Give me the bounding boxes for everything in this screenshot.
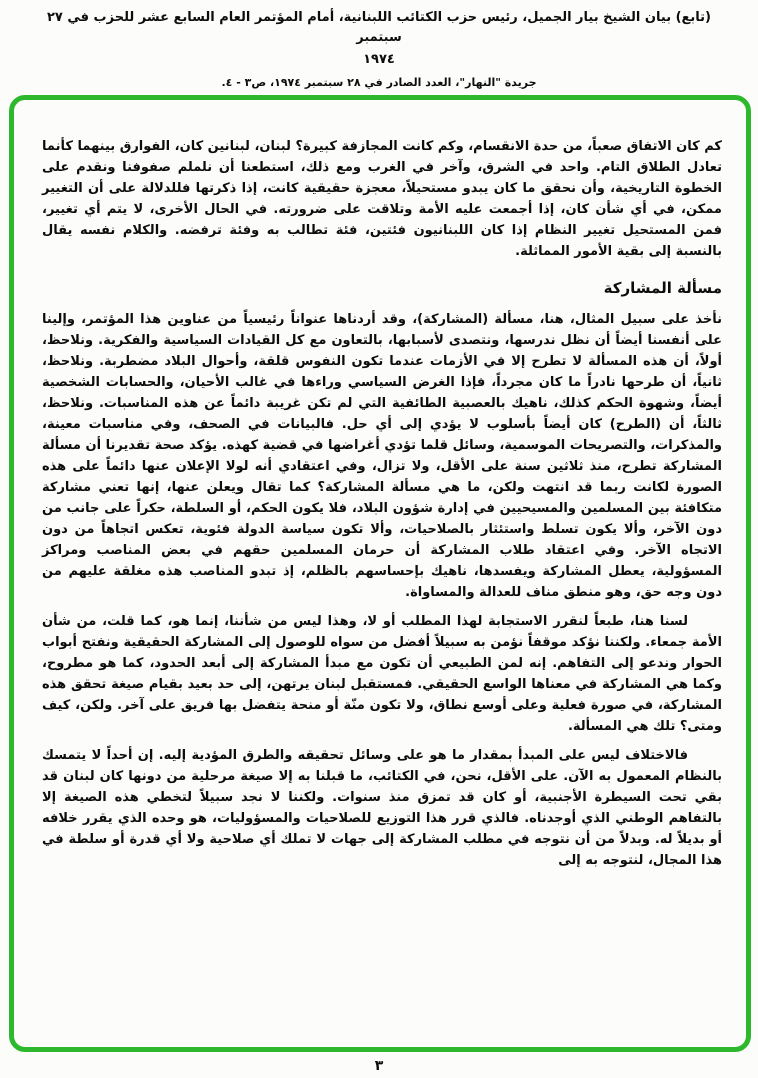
section-heading-participation: مسألة المشاركة bbox=[603, 279, 722, 297]
body-text bbox=[14, 100, 746, 1047]
document-title: (تابع) بيان الشيخ بيار الجميل، رئيس حزب الكتائب اللبنانية، أمام المؤتمر العام السابع عشر للحزب في ٢٧ سبتمبر bbox=[46, 10, 712, 45]
paragraph-4: فالاختلاف ليس على المبدأ بمقدار ما هو على وسائل تحقيقه والطرق المؤدية إليه. إن أحداً لا يتمسك بالنظام المعمول به الآن. على الأقل، نحن، في الكتائب، ما قبلنا به إلا صيغة مرحلية من دونها كان لبنان قد بقي تحت السيطرة الأجنبية، أو كان قد تمزق منذ سنوات. ولكننا لا نجد سبيلاً لتخطي هذه الصيغة إلا بالتفاهم الوطني الذي أوجدناه. فالذي قرر هذا التوزيع للصلاحيات والمسؤوليات، هو وحده الذي يقرر خلافه أو بديلاً له. وبدلاً من أن نتوجه في مطلب المشاركة إلى جهات لا تملك أي صلاحية ولا أي قدرة أو سلطة في هذا المجال، لنتوجه به إلى bbox=[42, 748, 722, 868]
page-number: ٣ bbox=[374, 1058, 384, 1074]
page-header bbox=[0, 8, 758, 89]
highlight-border-box bbox=[9, 95, 751, 1052]
paragraph-3: لسنا هنا، طبعاً لنقرر الاستجابة لهذا المطلب أو لا، وهذا ليس من شأننا، إنما هو، كما قلت، من شأن الأمة جمعاء. ولكننا نؤكد موقفاً نؤمن به سبيلاً أفضل من سواه للوصول إلى المشاركة الحقيقية ونفتح أبواب الحوار وندعو إلى التفاهم. إنه لمن الطبيعي أن تكون مع مبدأ المشاركة إلى أبعد الحدود، كما هو مطروح، وكما هي المشاركة في معناها الواسع الحقيقي. فمستقبل لبنان يرتهن، إلى حد بعيد بقيام صيغة تحقق هذه المشاركة، في صورة فعلية وعلى أوسع نطاق، ولا تكون منّة أو منحة يتفضل بها فريق على آخر. ولكن، كيف ومتى؟ تلك هي المسألة. bbox=[42, 614, 722, 734]
paragraph-2: نأخذ على سبيل المثال، هنا، مسألة (المشاركة)، وقد أردناها عنواناً رئيسياً من عناوين هذا المؤتمر، وإلينا على أنفسنا أيضاً أن نظل ندرسها، ونتصدى لأسبابها، بالتعاون مع كل القيادات السياسية والفكرية. ونلاحظ، أولاً، أن هذه المسألة لا تطرح إلا في الأزمات عندما تكون النفوس قلقة، وأحوال البلاد مضطربة. ونلاحظ، ثانياً، أن طرحها نادراً ما كان مجرداً، فإذا الغرض السياسي وراءها في غالب الأحيان، والحسابات الشخصية أيضاً، وشهوة الحكم كذلك، ناهيك بالعصبية الطائفية التي لم تكن غريبة دائماً عن هذه المناسبات. ونلاحظ، ثالثاً، أن (الطرح) كان أيضاً بأسلوب لا يؤدي إلى أي حل. فالبيانات في الصحف، وفي مناسبات معينة، والمذكرات، والتصريحات الموسمية، وسائل قلما تؤدي أغراضها في قضية كهذه. يؤكد صحة تقديرنا أن مسألة المشاركة تطرح، منذ ثلاثين سنة على الأقل، ولا تزال، وفي اعتقادي أنه لولا الإعلان عنها دائماً على هذه الصورة لكانت ربما قد انتهت ولكن، ما هي مسألة المشاركة؟ كما تقال ويعلن عنها، إنها تعني مشاركة متكافئة بين المسلمين والمسيحيين في إدارة شؤون البلاد، فلا يكون الحكم، أو السلطة، حكراً على جانب من دون الآخر، وألا يكون تسلط واستئثار بالصلاحيات، وألا تكون سياسة الدولة فئوية، تعكس اتجاهاً من دون الاتجاه الآخر. وفي اعتقاد طلاب المشاركة أن حرمان المسلمين حقهم في بعض المناصب ومراكز المسؤولية، يعطل المشاركة ويفسدها، ناهيك بإحساسهم بالظلم، إذ تبدو المناصب هذه مغلقة عليهم من دون وجه حق، وهو منطق مناف للعدالة والمساواة. bbox=[42, 312, 722, 600]
paragraph-1: كم كان الاتفاق صعباً، من حدة الانقسام، وكم كانت المجازفة كبيرة؟ لبنان، لبنانين كان، الفوارق بينهما كأنما تعادل الطلاق التام. واحد في الشرق، وآخر في الغرب ومع ذلك، استطعنا أن نلملم صفوفنا ونقدم على الخطوة التاريخية، وأن نحقق ما كان يبدو مستحيلاً، معجزة حقيقية كانت، إذا ذكرتها فللدلالة على أن التغيير ممكن، في أي شأن كان، إذا أجمعت عليه الأمة وتلاقت على ضرورته. في الحال الأخرى، لا يتم أي تغيير، فمن المستحيل تغيير النظام إذا كان اللبنانيون فئتين، فئة تطالب به وفئة ترفضه. والكلام نفسه يقال بالنسبة إلى بقية الأمور المماثلة. bbox=[42, 139, 722, 259]
document-title-year: ١٩٧٤ bbox=[363, 52, 395, 67]
source-citation: جريدة "النهار"، العدد الصادر في ٢٨ سبتمبر ١٩٧٤، ص٣ - ٤. bbox=[221, 76, 537, 89]
